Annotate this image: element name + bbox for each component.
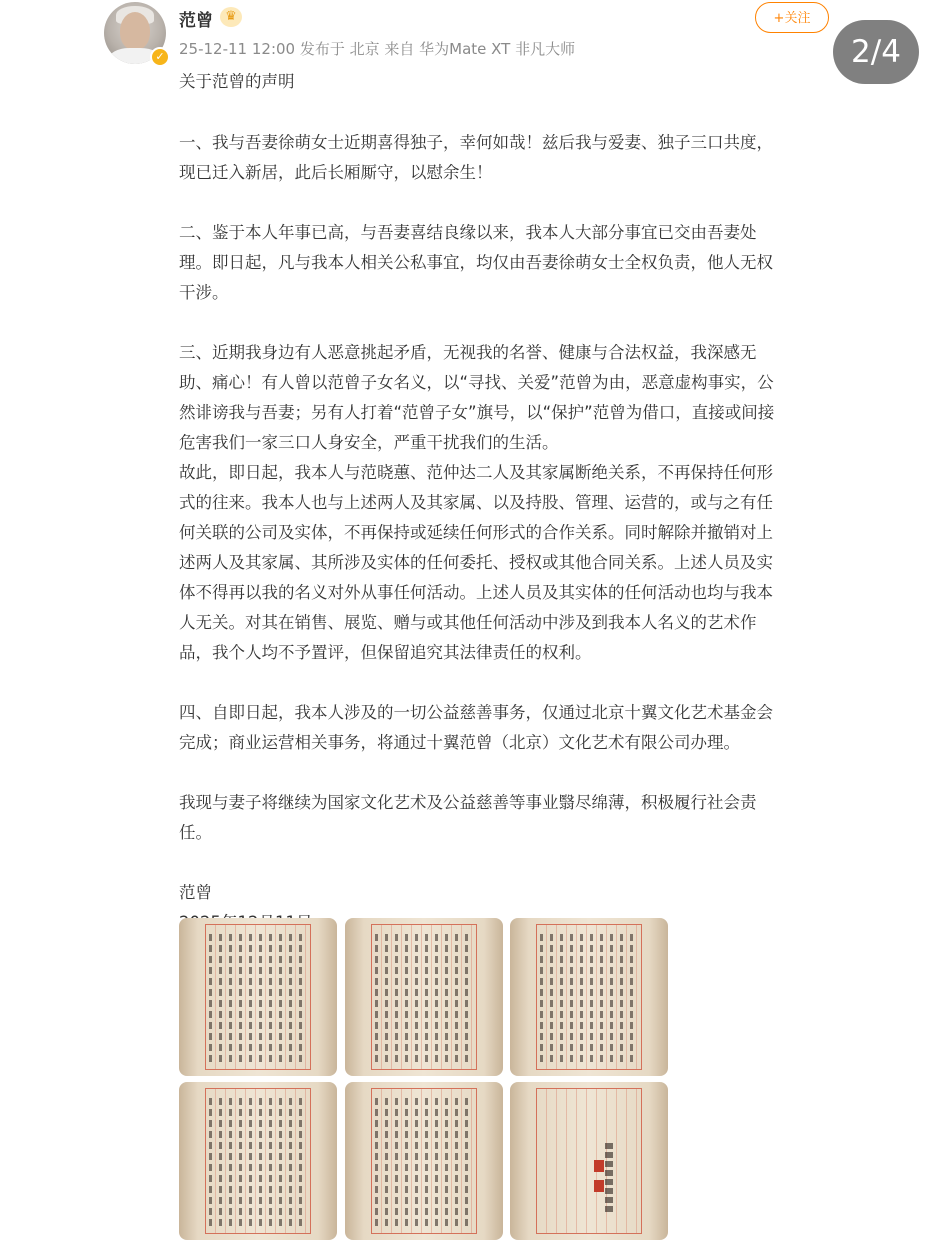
username[interactable]: 范曾	[179, 11, 213, 31]
post-line: 助、痛心！有人曾以范曾子女名义，以“寻找、关爱”范曾为由，恶意虚构事实，公	[179, 373, 774, 392]
avatar-face	[120, 12, 150, 50]
crown-icon: ♛	[220, 7, 242, 27]
image-thumb[interactable]	[345, 918, 503, 1076]
post-line: 品，我个人均不予置评，但保留追究其法律责任的权利。	[179, 643, 592, 662]
verified-v-icon: ✓	[150, 47, 170, 67]
post-line	[179, 668, 859, 698]
post-line: 体不得再以我的名义对外从事任何活动。上述人员及其实体的任何活动也均与我本	[179, 583, 773, 602]
post-line	[179, 848, 859, 878]
post-line: 关于范曾的声明	[179, 72, 295, 91]
post-line	[179, 758, 859, 788]
image-thumb[interactable]	[179, 918, 337, 1076]
post-body	[179, 70, 859, 938]
post-line: 现已迁入新居，此后长厢厮守，以慰余生！	[179, 163, 493, 182]
image-page-counter: 2/4	[833, 20, 919, 84]
post-line: 四、自即日起，我本人涉及的一切公益慈善事务，仅通过北京十翼文化艺术基金会	[179, 703, 773, 722]
post-meta: 25-12-11 12:00 发布于 北京 来自 华为Mate XT 非凡大师	[179, 40, 576, 58]
image-thumb[interactable]	[179, 1082, 337, 1240]
post-line: 危害我们一家三口人身安全，严重干扰我们的生活。	[179, 433, 559, 452]
image-thumb[interactable]	[510, 918, 668, 1076]
post-line: 故此，即日起，我本人与范晓蕙、范仲达二人及其家属断绝关系，不再保持任何形	[179, 463, 773, 482]
post-line: 一、我与吾妻徐萌女士近期喜得独子，幸何如哉！兹后我与爱妻、独子三口共度，	[179, 133, 773, 152]
post-line	[179, 94, 859, 128]
post-line: 述两人及其家属、其所涉及实体的任何委托、授权或其他合同关系。上述人员及实	[179, 553, 773, 572]
image-thumb[interactable]	[510, 1082, 668, 1240]
post-line: 式的往来。我本人也与上述两人及其家属、以及持股、管理、运营的，或与之有任	[179, 493, 773, 512]
post-line: 任。	[179, 823, 212, 842]
post-line: 我现与妻子将继续为国家文化艺术及公益慈善等事业翳尽绵薄，积极履行社会责	[179, 793, 757, 812]
post-line: 何关联的公司及实体，不再保持或延续任何形式的合作关系。同时解除并撤销对上	[179, 523, 773, 542]
image-grid	[179, 918, 669, 1240]
post-line	[179, 308, 859, 338]
post-line: 二、鉴于本人年事已高，与吾妻喜结良缘以来，我本人大部分事宜已交由吾妻处	[179, 223, 757, 242]
follow-button[interactable]: +关注	[755, 2, 829, 33]
image-thumb[interactable]	[345, 1082, 503, 1240]
post-line: 范曾	[179, 883, 212, 902]
post-line: 然诽谤我与吾妻；另有人打着“范曾子女”旗号，以“保护”范曾为借口，直接或间接	[179, 403, 775, 422]
post-line: 理。即日起，凡与我本人相关公私事宜，均仅由吾妻徐萌女士全权负责，他人无权	[179, 253, 773, 272]
post-line: 三、近期我身边有人恶意挑起矛盾，无视我的名誉、健康与合法权益，我深感无	[179, 343, 757, 362]
post-line	[179, 188, 859, 218]
post-line: 干涉。	[179, 283, 229, 302]
post-line: 完成；商业运营相关事务，将通过十翼范曾（北京）文化艺术有限公司办理。	[179, 733, 740, 752]
post-line: 人无关。对其在销售、展览、赠与或其他任何活动中涉及到我本人名义的艺术作	[179, 613, 757, 632]
